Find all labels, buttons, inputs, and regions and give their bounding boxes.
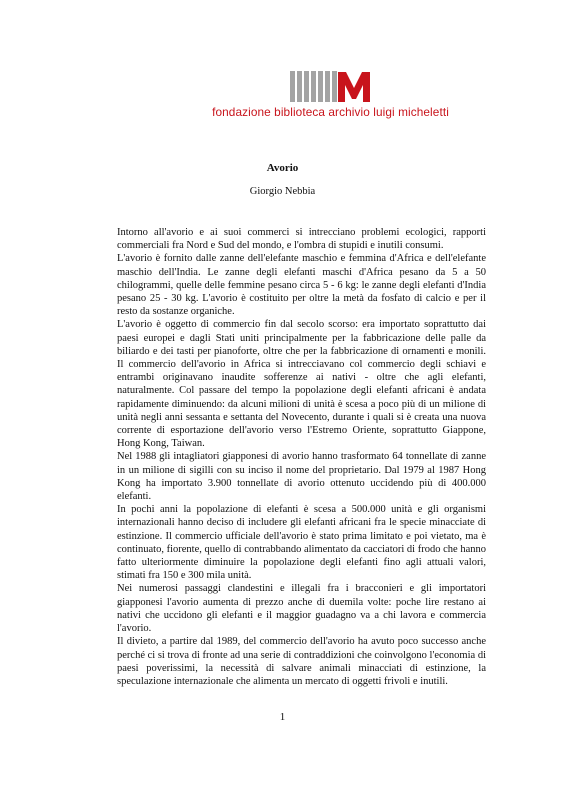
paragraph: L'avorio è fornito dalle zanne dell'elefante maschio e femmina d'Africa e dell'elefante maschio dell'India. Le zanne degli elefanti maschi d'Africa pesano da 5 a 50 chilogrammi, quelle delle femmine pesano circa 5 - 6 kg: le zanne degli elefanti d'India pesano 25 - 30 kg. L'avorio è costituito per oltre la metà da fosfato di calcio e per il resto da sostanze organiche.: [117, 253, 486, 318]
paragraph: Intorno all'avorio e ai suoi commerci si intrecciano problemi ecologici, rapporti commerciali fra Nord e Sud del mondo, e l'ombra di stupidi e inutili consumi.: [117, 227, 486, 252]
foundation-logo-icon: [290, 71, 370, 102]
paragraph: Nei numerosi passaggi clandestini e illegali fra i bracconieri e gli importatori giapponesi l'avorio aumenta di prezzo anche di duemila volte: poche lire restano ai nativi che uccidono gli elefanti e il maggior guadagno va a chi lavora e commercia l'avorio.: [117, 583, 486, 635]
paragraph: Nel 1988 gli intagliatori giapponesi di avorio hanno trasformato 64 tonnellate di zanne in un milione di sigilli con su inciso il nome del proprietario. Dal 1979 al 1987 Hong Kong ha importato 3.900 tonnellate di avorio ottenuto uccidendo più di 400.000 elefanti.: [117, 451, 486, 503]
paragraph: L'avorio è oggetto di commercio fin dal secolo scorso: era importato soprattutto dai paesi europei e dagli Stati uniti principalmente per la fabbricazione delle palle da biliardo e dei tasti per pianoforte, oltre che per la fabbricazione di ornamenti e monili. Il commercio dell'avorio in Africa si intrecciavano col commercio degli schiavi e entrambi originavano inaudite sofferenze ai nativi - oltre che agli elefanti, naturalmente. Col passare del tempo la popolazione degli elefanti africani è andata rapidamente diminuendo: da alcuni milioni di unità è scesa a poco più di un milione di unità negli anni sessanta e settanta del Novecento, durante i quali si è creata una nuova corrente di esportazione dell'avorio verso l'Estremo Oriente, soprattutto Giappone, Hong Kong, Taiwan.: [117, 319, 486, 450]
organization-name: fondazione biblioteca archivio luigi micheletti: [212, 105, 449, 119]
paragraph: Il divieto, a partire dal 1989, del commercio dell'avorio ha avuto poco successo anche perché ci si trova di fronte ad una serie di contraddizioni che coinvolgono l'economia di paesi poverissimi, la necessità di salvare animali minacciati di estinzione, la speculazione internazionale che alimenta un mercato di oggetti frivoli e inutili.: [117, 636, 486, 687]
paragraph: In pochi anni la popolazione di elefanti è scesa a 500.000 unità e gli organismi internazionali hanno deciso di includere gli elefanti africani fra le specie minacciate di estinzione. Il commercio ufficiale dell'avorio è stato prima limitato e poi vietato, ma è continuato, fiorente, quello di contrabbando alimentato da cacciatori di frodo che hanno fatto ulteriormente diminuire la popolazione degli elefanti fino agli attuali valori, stimati fra 150 e 300 mila unità.: [117, 504, 486, 582]
logo-bars: [290, 71, 337, 102]
logo-letter-m: [338, 72, 370, 102]
article-title: Avorio: [266, 162, 299, 174]
page-number: 1: [279, 711, 286, 723]
article-author: Giorgio Nebbia: [249, 186, 316, 197]
article-body: [117, 226, 486, 688]
